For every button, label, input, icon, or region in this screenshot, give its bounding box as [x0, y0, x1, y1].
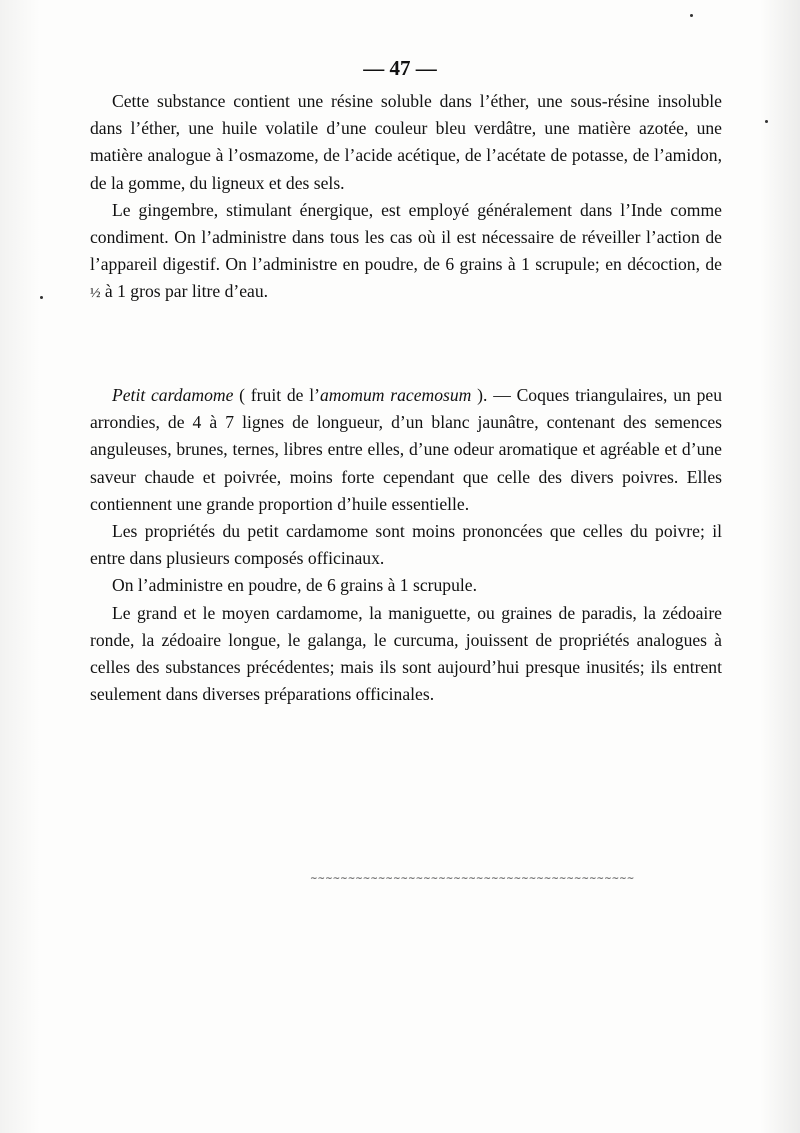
paragraph-composition: Cette substance contient une résine soluble dans l’éther, une sous-résine insoluble dans l’éther, une huile volatile d’une couleur bleu verdâtre, une matière azotée, une matière analogue à l’osmazome, de l’acide acétique, de l’acétate de potasse, de l’amidon, de la gomme, du ligneux et des sels. — [90, 91, 722, 193]
paragraph-administration: On l’administre en poudre, de 6 grains à 1 scrupule. — [112, 575, 477, 596]
paragraph-petit-cardamome — [90, 382, 722, 518]
paragraph-gingembre-usage — [90, 197, 722, 308]
paragraph-text: ( fruit de l’ — [233, 385, 320, 405]
heading-petit-cardamome: Petit cardamome — [112, 385, 234, 405]
species-name: amomum racemosum — [320, 385, 472, 405]
paragraph-text: Le gingembre, stimulant énergique, est employé généralement dans l’Inde comme condiment. On l’administre dans tous les cas où il est nécessaire de réveiller l’action de l’appareil digestif. On l’administre en poudre, de 6 grains à 1 scrupule; en décoction, de — [90, 199, 722, 275]
paragraph-text: à 1 gros par litre d’eau. — [100, 281, 269, 302]
paragraph-proprietes: Les propriétés du petit cardamome sont moins prononcées que celles du poivre; il entre dans plusieurs composés officinaux. — [90, 521, 722, 569]
paper-speck — [40, 296, 43, 299]
text-block-gingembre — [90, 88, 722, 308]
page-number: — 47 — — [363, 56, 437, 80]
text-block-cardamome — [90, 382, 722, 708]
paper-speck — [690, 14, 693, 17]
ornamental-rule: ~~~~~~~~~~~~~~~~~~~~~~~~~~~~~~~~~~~~~~~~~~~ — [310, 874, 635, 884]
paragraph-text: ). — Coques triangulaires, un peu arrondies, de 4 à 7 lignes de longueur, d’un blanc jaunâtre, contenant des semences anguleuses, brunes, ternes, libres entre elles, d’une odeur aromatique et agréable et d’une saveur chaude et poivrée, moins forte cependant que celle des divers poivres. Elles contiennent une grande proportion d’huile essentielle. — [90, 385, 722, 514]
fraction-half: ½ — [90, 286, 101, 302]
paragraph-autres-cardamomes: Le grand et le moyen cardamome, la maniguette, ou graines de paradis, la zédoaire ronde, la zédoaire longue, le galanga, le curcuma, jouissent de propriétés analogues à celles des substances précédentes; mais ils sont aujourd’hui presque inusités; ils entrent seulement dans diverses préparations officinales. — [90, 602, 722, 705]
paper-speck — [765, 120, 768, 123]
